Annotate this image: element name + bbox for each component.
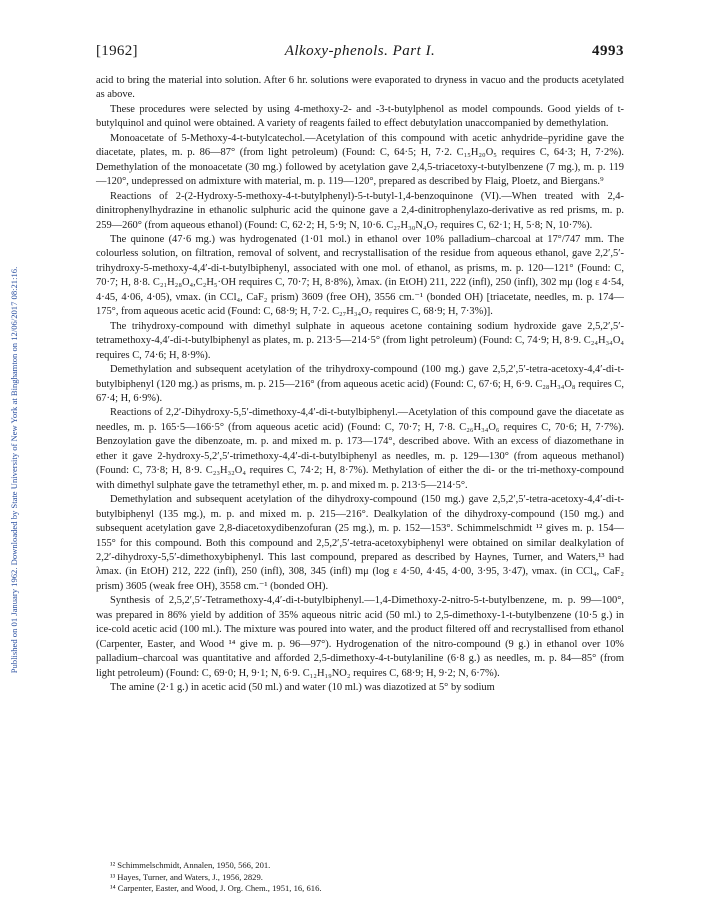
paragraph-monoacetate: Monoacetate of 5-Methoxy-4-t-butylcatechol.—Acetylation of this compound with acetic anhydride–pyridine gave the diacetate, plates, m. p. 86—87° (from light petroleum) (Found: C, 64·5; H, 7·2. C₁₅H₂₀O₅ requires C, 64·3; H, 7·2%). Demethylation of the monoacetate (30 mg.) followed by acetylation gave 2,4,5-triacetoxy-t-butylbenzene (7 mg.), m. p. 119—120°, undepressed on admixture with material, m. p. 119—120°, prepared as described by Flaig, Ploetz, and Biergans.⁹ [96, 132, 624, 188]
paragraph-continuation: acid to bring the material into solution. After 6 hr. solutions were evaporated to dryness in vacuo and the products acetylated as above. [96, 75, 624, 101]
header-running-title: Alkoxy-phenols. Part I. [284, 43, 436, 59]
paragraph-amine-diazotization: The amine (2·1 g.) in acetic acid (50 ml.) and water (10 ml.) was diazotized at 5° by sodium [110, 682, 495, 694]
download-watermark-text: Published on 01 January 1962. Downloaded by State University of New York at Binghamton on 12/06/2017 08:21:16. [9, 266, 19, 674]
header-page-number: 4993 [592, 43, 624, 59]
article-body [96, 74, 624, 695]
paragraph-model-compounds: These procedures were selected by using 4-methoxy-2- and -3-t-butylphenol as model compounds. Good yields of t-butylquinol and quinol were obtained. A variety of reagents failed to effect debutylation unaccompanied by demethylation. [96, 103, 624, 130]
page-header [96, 43, 624, 63]
footnotes [96, 860, 624, 895]
footnote-14: ¹⁴ Carpenter, Easter, and Wood, J. Org. Chem., 1951, 16, 616. [110, 883, 322, 893]
paragraph-quinone-hydrogenation: The quinone (47·6 mg.) was hydrogenated (1·01 mol.) in ethanol over 10% palladium–charcoal at 17°/747 mm. The colourless solution, on filtration, removal of solvent, and recrystallisation of the residue from aqueous ethanol, gave 2,2′,5′-trihydroxy-5-methoxy-4,4′-di-t-butylbiphenyl, associated with one mol. of ethanol, as prisms, m. p. 120—121° (Found: C, 70·7; H, 8·8. C₂₁H₂₈O₄,C₂H₅·OH requires C, 70·7; H, 8·8%), λmax. (in EtOH) 211, 222 (infl), 250 (infl), 302 mμ (log ε 4·54, 4·45, 4·06, 4·05), νmax. (in CCl₄, CaF₂ prism) 3609 (free OH), 3556 cm.⁻¹ (bonded OH) [triacetate, needles, m. p. 174—175°, from aqueous acetic acid (Found: C, 68·9; H, 7·2. C₂₇H₃₄O₇ requires C, 68·9; H, 7·3%)]. [96, 233, 624, 318]
paragraph-trihydroxy-methylation: The trihydroxy-compound with dimethyl sulphate in aqueous acetone containing sodium hydroxide gave 2,5,2′,5′-tetramethoxy-4,4′-di-t-butylbiphenyl as plates, m. p. 213·5—214·5° (from light petroleum) (Found: C, 74·9; H, 8·9. C₂₄H₃₄O₄ requires C, 74·6; H, 8·9%). [96, 320, 624, 361]
paragraph-benzoquinone-reactions: Reactions of 2-(2-Hydroxy-5-methoxy-4-t-butylphenyl)-5-t-butyl-1,4-benzoquinone (VI).—When treated with 2,4-dinitrophenylhydrazine in ethanolic sulphuric acid the quinone gave a 2,4-dinitrophenylazo-derivative as red prisms, m. p. 259—260° (from aqueous ethanol) (Found: C, 62·2; H, 5·9; N, 10·6. C₂₇H₃₀N₄O₇ requires C, 62·1; H, 5·8; N, 10·7%). [96, 190, 624, 231]
footnote-13: ¹³ Hayes, Turner, and Waters, J., 1956, 2829. [110, 871, 263, 882]
header-year: [1962] [96, 43, 138, 59]
paragraph-synthesis: Synthesis of 2,5,2′,5′-Tetramethoxy-4,4′-di-t-butylbiphenyl.—1,4-Dimethoxy-2-nitro-5-t-butylbenzene, m. p. 99—100°, was prepared in 86% yield by addition of 35% aqueous nitric acid (50 ml.) to 2,5-dimethoxy-1-t-butylbenzene (10·5 g.) in ice-cold acetic acid (100 ml.). The mixture was poured into water, and the product filtered off and recrystallised from ethanol (Carpenter, Easter, and Wood ¹⁴ give m. p. 96—97°). Hydrogenation of the nitro-compound (9 g.) in ethanol over 10% palladium–charcoal was quantitative and afforded 2,5-dimethoxy-4-t-butylaniline (6·8 g.) as needles, m. p. 84—85° (from light petroleum) (Found: C, 69·0; H, 9·1; N, 6·9. C₁₂H₁₉NO₂ requires C, 68·9; H, 9·2; N, 6·7%). [96, 595, 624, 679]
download-watermark-sidebar [0, 0, 28, 912]
paragraph-dihydroxy-demethylation: Demethylation and subsequent acetylation of the dihydroxy-compound (150 mg.) gave 2,5,2′,5′-tetra-acetoxy-4,4′-di-t-butylbiphenyl (135 mg.), m. p. and mixed m. p. 215—216°. Dealkylation of the dihydroxy-compound (150 mg.) and subsequent acetylation gave 2,8-diacetoxydibenzofuran (25 mg.), m. p. 152—153°. Schimmelschmidt ¹² gives m. p. 154—155° for this compound. Both this compound and 2,5,2′,5′-tetra-acetoxybiphenyl were obtained on similar dealkylation of 2,2′-dihydroxy-5,5′-dimethoxybiphenyl. This last compound, prepared as described by Haynes, Turner, and Waters,¹³ had λmax. (in EtOH) 212, 222 (infl), 250 (infl), 308, 345 (infl) mμ (log ε 4·50, 4·45, 4·00, 3·95, 3·47), νmax. (in CCl₄, CaF₂ prism) 3605 (weak free OH), 3558 cm.⁻¹ (bonded OH). [96, 494, 624, 592]
footnote-12: ¹² Schimmelschmidt, Annalen, 1950, 566, 201. [110, 860, 271, 870]
paragraph-trihydroxy-demethylation: Demethylation and subsequent acetylation of the trihydroxy-compound (100 mg.) gave 2,5,2′,5′-tetra-acetoxy-4,4′-di-t-butylbiphenyl (120 mg.) as prisms, m. p. 215—216° (from aqueous acetic acid) (Found: C, 67·6; H, 6·9. C₂₈H₃₄O₈ requires C, 67·4; H, 6·9%). [96, 364, 624, 404]
paragraph-dihydroxy-reactions: Reactions of 2,2′-Dihydroxy-5,5′-dimethoxy-4,4′-di-t-butylbiphenyl.—Acetylation of this compound gave the diacetate as needles, m. p. 165·5—166·5° (from aqueous acetic acid) (Found: C, 70·7; H, 7·8. C₂₆H₃₄O₆ requires C, 70·6; H, 7·7%). Benzoylation gave the dibenzoate, m. p. and mixed m. p. 173—174°, described above. With an excess of diazomethane in ether it gave 2-hydroxy-5,2′,5′-trimethoxy-4,4′-di-t-butylbiphenyl as needles, m. p. 129—130° (from aqueous methanol) (Found: C, 73·8; H, 8·9. C₂₃H₃₂O₄ requires C, 74·2; H, 8·7%). Methylation of either the di- or the tri-methoxy-compound with dimethyl sulphate gave the tetramethyl ether, m. p. and mixed m. p. 213·5—214·5°. [96, 407, 624, 491]
